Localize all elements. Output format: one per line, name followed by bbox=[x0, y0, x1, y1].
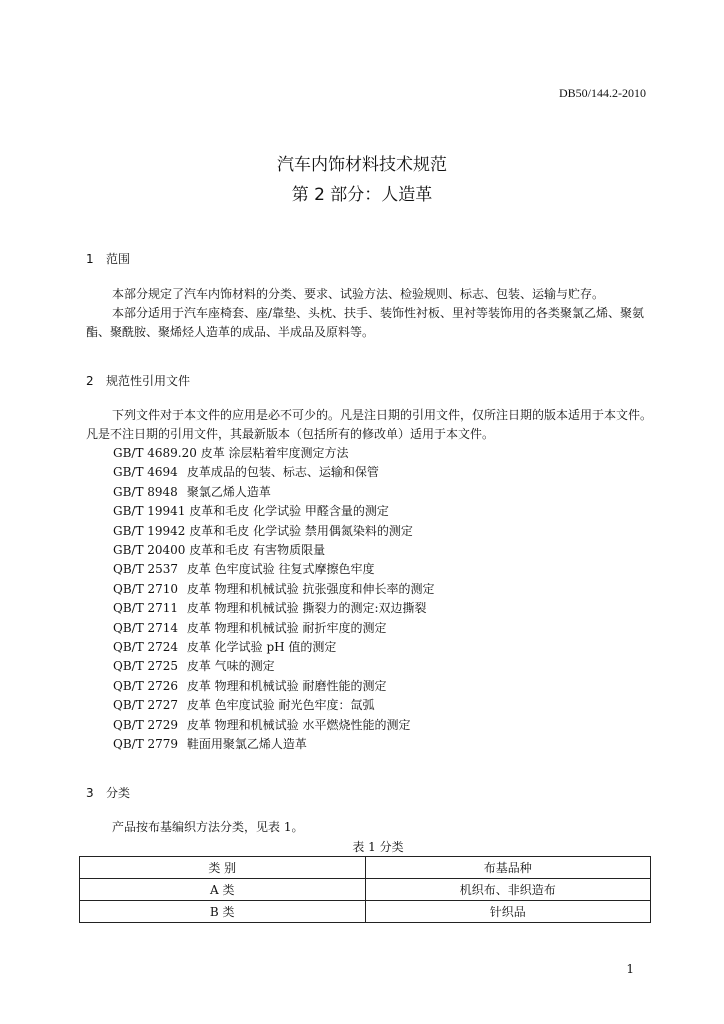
table-cell: B 类 bbox=[80, 901, 366, 923]
reference-title: 皮革和毛皮 化学试验 禁用偶氮染料的测定 bbox=[189, 523, 413, 538]
reference-title: 皮革 物理和机械试验 水平燃烧性能的测定 bbox=[186, 717, 411, 732]
reference-code: GB/T 4689.20 bbox=[113, 446, 197, 460]
reference-item bbox=[113, 522, 434, 541]
reference-title: 皮革 物理和机械试验 抗张强度和伸长率的测定 bbox=[186, 581, 435, 596]
reference-code: QB/T 2726 bbox=[113, 678, 179, 693]
section-number: 3 bbox=[86, 786, 94, 800]
document-number: DB50/144.2-2010 bbox=[559, 86, 646, 100]
table-header-cell: 布基品种 bbox=[365, 857, 651, 879]
reference-title: 皮革和毛皮 化学试验 甲醛含量的测定 bbox=[189, 504, 389, 519]
table-header-row bbox=[80, 857, 651, 879]
section-body-scope bbox=[86, 285, 656, 342]
reference-code: GB/T 4694 bbox=[113, 465, 178, 480]
reference-title: 皮革 物理和机械试验 耐磨性能的测定 bbox=[186, 678, 387, 693]
reference-item bbox=[113, 580, 434, 599]
reference-item bbox=[113, 735, 434, 754]
reference-item bbox=[113, 657, 434, 676]
reference-title: 皮革 涂层粘着牢度测定方法 bbox=[200, 446, 349, 460]
section-title: 规范性引用文件 bbox=[106, 374, 191, 388]
reference-list bbox=[113, 444, 434, 755]
reference-item bbox=[113, 638, 434, 657]
section-title: 范围 bbox=[106, 252, 131, 266]
section-heading-scope bbox=[86, 250, 130, 267]
reference-code: GB/T 19941 bbox=[113, 504, 186, 519]
section-heading-classification bbox=[86, 784, 130, 801]
reference-code: QB/T 2710 bbox=[113, 581, 179, 596]
reference-title: 皮革 色牢度试验 耐光色牢度：氙弧 bbox=[186, 698, 375, 713]
section-number: 2 bbox=[86, 374, 94, 388]
classification-table bbox=[79, 856, 651, 923]
reference-item bbox=[113, 463, 434, 482]
reference-code: QB/T 2711 bbox=[113, 601, 179, 616]
reference-item bbox=[113, 444, 434, 463]
reference-title: 皮革 物理和机械试验 撕裂力的测定:双边撕裂 bbox=[186, 601, 427, 616]
reference-item bbox=[113, 483, 434, 502]
reference-title: 皮革和毛皮 有害物质限量 bbox=[189, 543, 326, 558]
reference-item bbox=[113, 677, 434, 696]
table-cell: 机织布、非织造布 bbox=[365, 879, 651, 901]
page-number: 1 bbox=[626, 962, 634, 976]
table-header-cell: 类 别 bbox=[80, 857, 366, 879]
reference-item bbox=[113, 619, 434, 638]
reference-title: 皮革 气味的测定 bbox=[186, 659, 275, 674]
table-row bbox=[80, 901, 651, 923]
paragraph: 下列文件对于本文件的应用是必不可少的。凡是注日期的引用文件，仅所注日期的版本适用于本文件。凡是不注日期的引用文件，其最新版本（包括所有的修改单）适用于本文件。 bbox=[86, 408, 653, 441]
reference-code: QB/T 2714 bbox=[113, 620, 179, 635]
reference-code: QB/T 2725 bbox=[113, 659, 179, 674]
table-caption: 表 1 分类 bbox=[352, 840, 404, 854]
table-row bbox=[80, 879, 651, 901]
reference-item bbox=[113, 599, 434, 618]
reference-item bbox=[113, 716, 434, 735]
reference-title: 皮革 物理和机械试验 耐折牢度的测定 bbox=[186, 620, 387, 635]
section-body-references bbox=[86, 406, 656, 444]
reference-code: QB/T 2537 bbox=[113, 562, 179, 577]
reference-title: 聚氯乙烯人造革 bbox=[186, 484, 271, 499]
reference-code: GB/T 19942 bbox=[113, 523, 186, 538]
section-number: 1 bbox=[86, 252, 94, 266]
reference-title: 鞋面用聚氯乙烯人造革 bbox=[186, 737, 307, 752]
reference-item bbox=[113, 696, 434, 715]
reference-title: 皮革 化学试验 pH 值的测定 bbox=[186, 640, 337, 655]
section-heading-references bbox=[86, 372, 190, 389]
paragraph: 本部分规定了汽车内饰材料的分类、要求、试验方法、检验规则、标志、包装、运输与贮存。 bbox=[112, 287, 605, 301]
paragraph: 产品按布基编织方法分类，见表 1。 bbox=[112, 820, 304, 834]
document-title: 汽车内饰材料技术规范 bbox=[277, 155, 447, 175]
paragraph: 本部分适用于汽车座椅套、座/靠垫、头枕、扶手、装饰性衬板、里衬等装饰用的各类聚氯乙烯、聚氨酯、聚酰胺、聚烯烃人造革的成品、半成品及原料等。 bbox=[86, 306, 645, 339]
reference-code: QB/T 2729 bbox=[113, 717, 179, 732]
reference-code: GB/T 20400 bbox=[113, 543, 186, 558]
reference-item bbox=[113, 541, 434, 560]
reference-code: GB/T 8948 bbox=[113, 484, 178, 499]
table-cell: 针织品 bbox=[365, 901, 651, 923]
reference-title: 皮革成品的包装、标志、运输和保管 bbox=[186, 465, 379, 480]
reference-code: QB/T 2727 bbox=[113, 698, 179, 713]
reference-code: QB/T 2724 bbox=[113, 640, 179, 655]
section-title: 分类 bbox=[106, 786, 131, 800]
document-subtitle: 第 2 部分：人造革 bbox=[291, 185, 433, 205]
reference-item bbox=[113, 502, 434, 521]
reference-item bbox=[113, 560, 434, 579]
reference-title: 皮革 色牢度试验 往复式摩擦色牢度 bbox=[186, 562, 375, 577]
table-cell: A 类 bbox=[80, 879, 366, 901]
reference-code: QB/T 2779 bbox=[113, 737, 179, 752]
section-body-classification bbox=[86, 818, 656, 837]
